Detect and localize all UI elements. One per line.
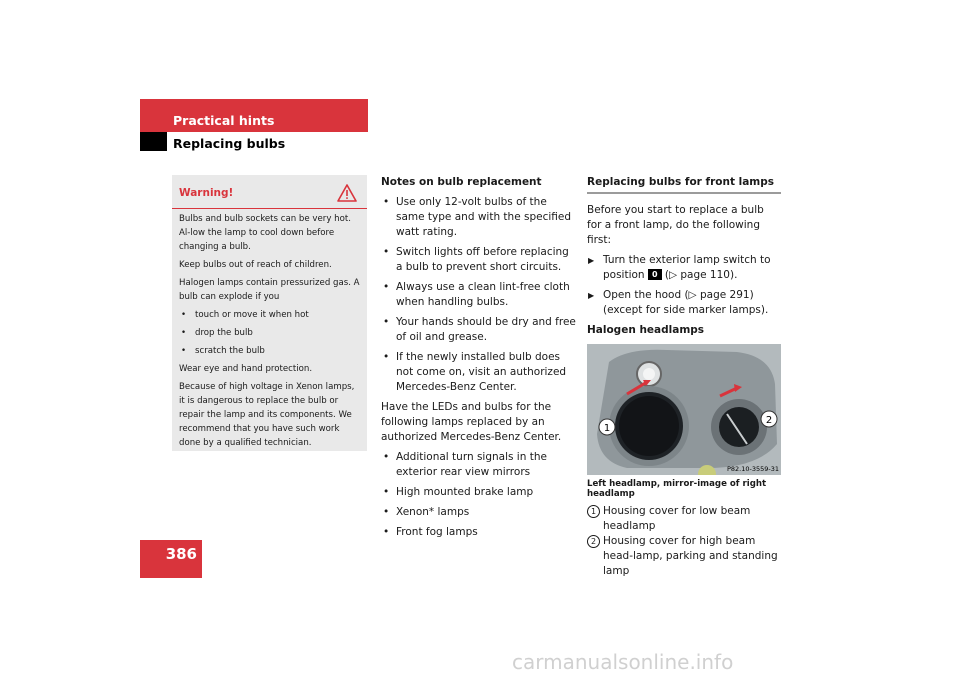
step-text: Turn the exterior lamp switch to position (603, 254, 771, 281)
notes-list-item: • Always use a clean lint-free cloth when handling bulbs. (381, 280, 577, 310)
warning-list-item: • touch or move it when hot (179, 308, 360, 322)
legend-number: 2 (587, 535, 600, 548)
warning-title: Warning! (179, 187, 234, 199)
page-number-box (140, 540, 202, 578)
notes-list (381, 195, 577, 395)
step-item: ▶ Open the hood (▷ page 291) (except for side marker lamps). (587, 288, 781, 318)
warning-header (172, 175, 367, 209)
image-code: P82.10-3559-31 (726, 465, 779, 473)
warning-text: Bulbs and bulb sockets can be very hot. Al-low the lamp to cool down before changing a bulb. (179, 214, 351, 252)
section-title: Practical hints (173, 113, 275, 128)
legend-number: 1 (587, 505, 600, 518)
subsection-title: Replacing bulbs (173, 136, 286, 151)
photo-caption: Left headlamp, mirror-image of right headlamp (587, 479, 767, 499)
page-number: 386 (165, 545, 197, 563)
legend-item (587, 534, 781, 579)
notes-list-item: • Switch lights off before replacing a bulb to prevent short circuits. (381, 245, 577, 275)
warning-list-item: • drop the bulb (179, 326, 360, 340)
header-tab (140, 132, 167, 151)
lamps-list-item: • High mounted brake lamp (381, 485, 577, 500)
page-reference: (▷ page 110). (664, 269, 738, 281)
warning-box (172, 175, 367, 451)
warning-text: Because of high voltage in Xenon lamps, it is dangerous to replace the bulb or repair the lamp and its components. We recommend that you have such work done by a qualified technician. (179, 382, 355, 448)
halogen-heading: Halogen headlamps (587, 324, 705, 336)
switch-position-symbol: 0 (648, 269, 662, 280)
warning-text: Keep bulbs out of reach of children. (179, 260, 332, 270)
warning-text: Wear eye and hand protection. (179, 364, 313, 374)
warning-list (179, 308, 360, 358)
legend-item (587, 504, 781, 534)
notes-list-item: • Your hands should be dry and free of oil and grease. (381, 315, 577, 345)
lamps-list (381, 450, 577, 540)
notes-paragraph: Have the LEDs and bulbs for the following lamps replaced by an authorized Mercedes-Benz Center. (381, 401, 562, 443)
front-lamps-column (587, 175, 781, 579)
legend-text: Housing cover for high beam head-lamp, parking and standing lamp (603, 535, 778, 577)
step-item (587, 253, 781, 283)
legend-text: Housing cover for low beam headlamp (603, 505, 751, 532)
front-lamps-intro: Before you start to replace a bulb for a front lamp, do the following first: (587, 204, 764, 246)
warning-triangle-icon (337, 184, 357, 202)
front-lamps-heading: Replacing bulbs for front lamps (587, 175, 781, 194)
lamps-list-item: • Additional turn signals in the exterior rear view mirrors (381, 450, 577, 480)
warning-text: Halogen lamps contain pressurized gas. A bulb can explode if you (179, 278, 360, 302)
steps-list (587, 253, 781, 318)
watermark: carmanualsonline.info (512, 650, 734, 674)
notes-list-item: • If the newly installed bulb does not come on, visit an authorized Mercedes-Benz Center. (381, 350, 577, 395)
lamps-list-item: • Front fog lamps (381, 525, 577, 540)
svg-text:2: 2 (765, 415, 773, 426)
warning-list-item: • scratch the bulb (179, 344, 360, 358)
headlamp-illustration (587, 344, 781, 475)
lamps-list-item: • Xenon* lamps (381, 505, 577, 520)
warning-body (172, 209, 367, 450)
headlamp-photo (587, 344, 781, 475)
notes-list-item: • Use only 12-volt bulbs of the same type and with the specified watt rating. (381, 195, 577, 240)
svg-text:1: 1 (603, 423, 611, 434)
notes-column (381, 175, 577, 545)
notes-heading: Notes on bulb replacement (381, 176, 542, 188)
